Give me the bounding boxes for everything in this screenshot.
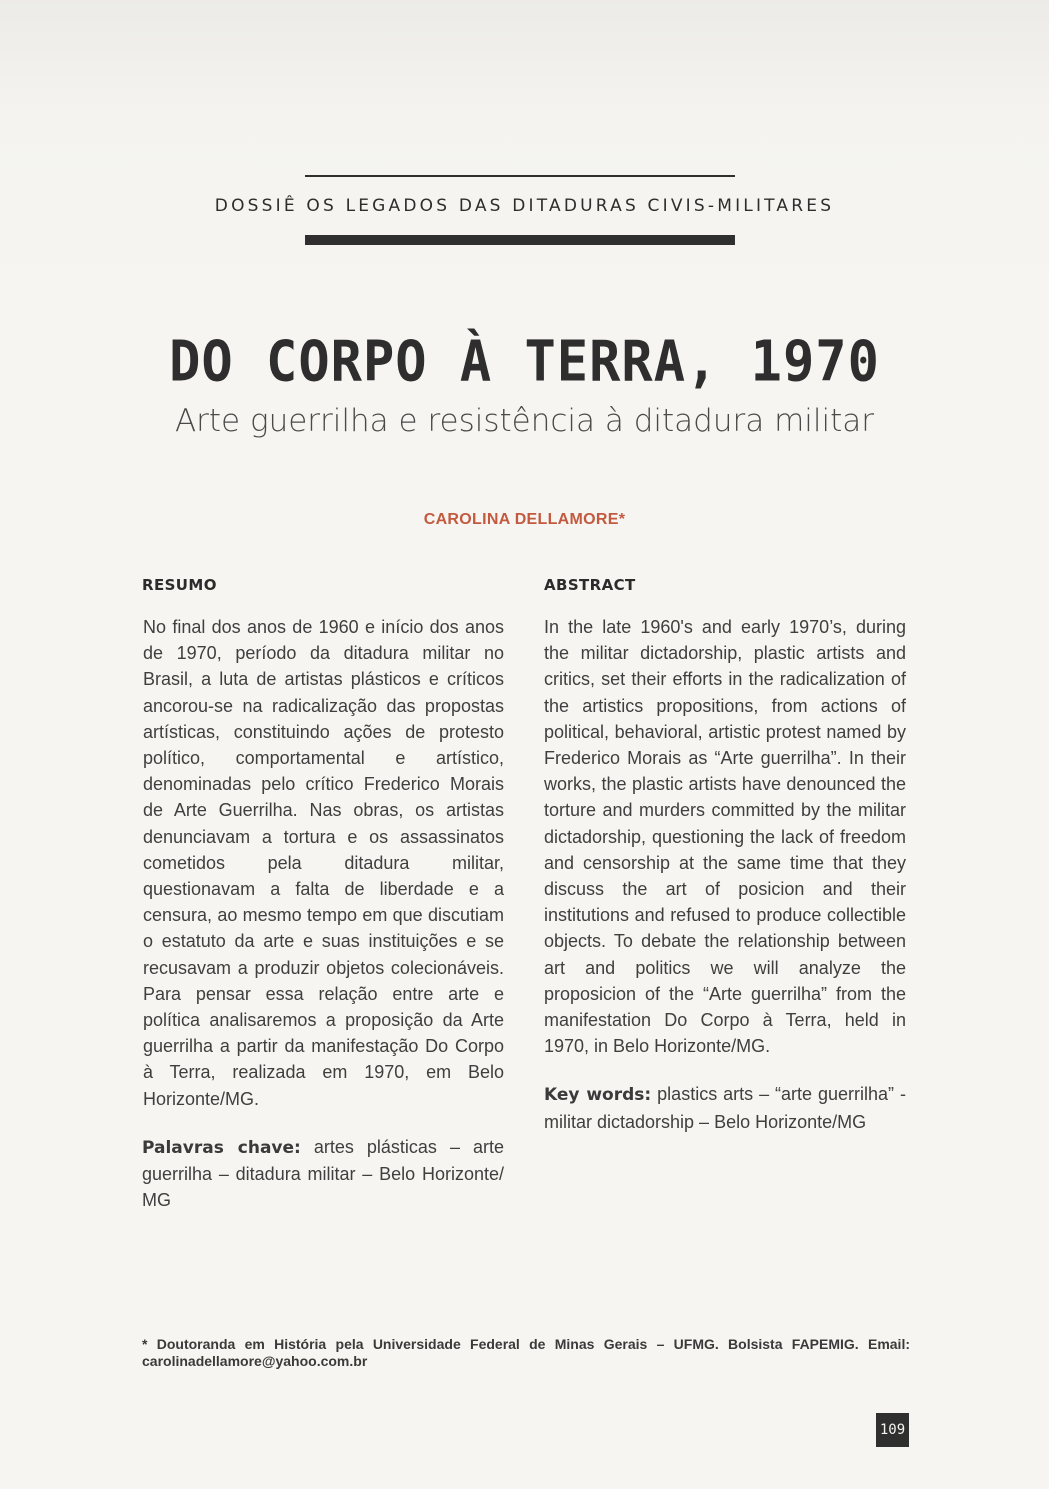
dossier-section-title: DOSSIÊ OS LEGADOS DAS DITADURAS CIVIS-MILITARES bbox=[214, 196, 835, 216]
article-title: DO CORPO À TERRA, 1970 bbox=[169, 329, 880, 395]
abstract-column bbox=[544, 576, 906, 1135]
author-footnote: * Doutoranda em História pela Universidade Federal de Minas Gerais – UFMG. Bolsista FAPEMIG. Email: carolinadellamore@yahoo.com.br bbox=[142, 1336, 910, 1369]
resumo-keywords-text: artes plásticas – arte guerrilha – ditadura militar – Belo Horizonte/ MG bbox=[142, 1136, 504, 1211]
abstract-keywords bbox=[544, 1081, 906, 1134]
resumo-heading: RESUMO bbox=[142, 576, 217, 594]
header-thin-rule bbox=[305, 175, 735, 177]
abstract-heading: ABSTRACT bbox=[544, 576, 636, 594]
article-author: CAROLINA DELLAMORE* bbox=[423, 511, 626, 528]
header-thick-rule bbox=[305, 235, 735, 245]
abstract-keywords-text: plastics arts – “arte guerrilha” - militar dictadorship – Belo Horizonte/MG bbox=[544, 1084, 906, 1132]
resumo-keywords-label: Palavras chave: bbox=[142, 1137, 301, 1158]
resumo-column bbox=[142, 576, 504, 1213]
article-subtitle: Arte guerrilha e resistência à ditadura militar bbox=[174, 403, 875, 439]
resumo-text: No final dos anos de 1960 e início dos anos de 1970, período da ditadura militar no Brasil, a luta de artistas plásticos e críticos ancorou-se na radicalização das propostas artísticas, constituindo ações de protesto político, comportamental e artístico, denominadas pelo crítico Frederico Morais de Arte Guerrilha. Nas obras, os artistas denunciavam a tortura e os assassinatos cometidos pela ditadura militar, questionavam a falta de liberdade e a censura, ao mesmo tempo em que discutiam o estatuto da arte e suas instituições e se recusavam a produzir objetos colecionáveis. Para pensar essa relação entre arte e política analisaremos a proposição da Arte guerrilha a partir da manifestação Do Corpo à Terra, realizada em 1970, em Belo Horizonte/MG. bbox=[143, 617, 504, 1109]
resumo-keywords bbox=[142, 1134, 504, 1214]
page-number: 109 bbox=[876, 1413, 909, 1447]
abstract-keywords-label: Key words: bbox=[544, 1085, 652, 1106]
abstract-text: In the late 1960's and early 1970’s, during the militar dictadorship, plastic artists and critics, set their efforts in the radicalization of the artistics propositions, from actions of political, behavioral, artistic protest named by Frederico Morais as “Arte guerrilha”. In their works, the plastic artists have denounced the torture and murders committed by the militar dictadorship, questioning the lack of freedom and censorship at the same time that they discuss the art of posicion and their institutions and refused to produce collectible objects. To debate the relationship between art and politics we will analyze the proposicion of the “Arte guerrilha” from the manifestation Do Corpo à Terra, held in 1970, in Belo Horizonte/MG. bbox=[544, 617, 906, 1057]
